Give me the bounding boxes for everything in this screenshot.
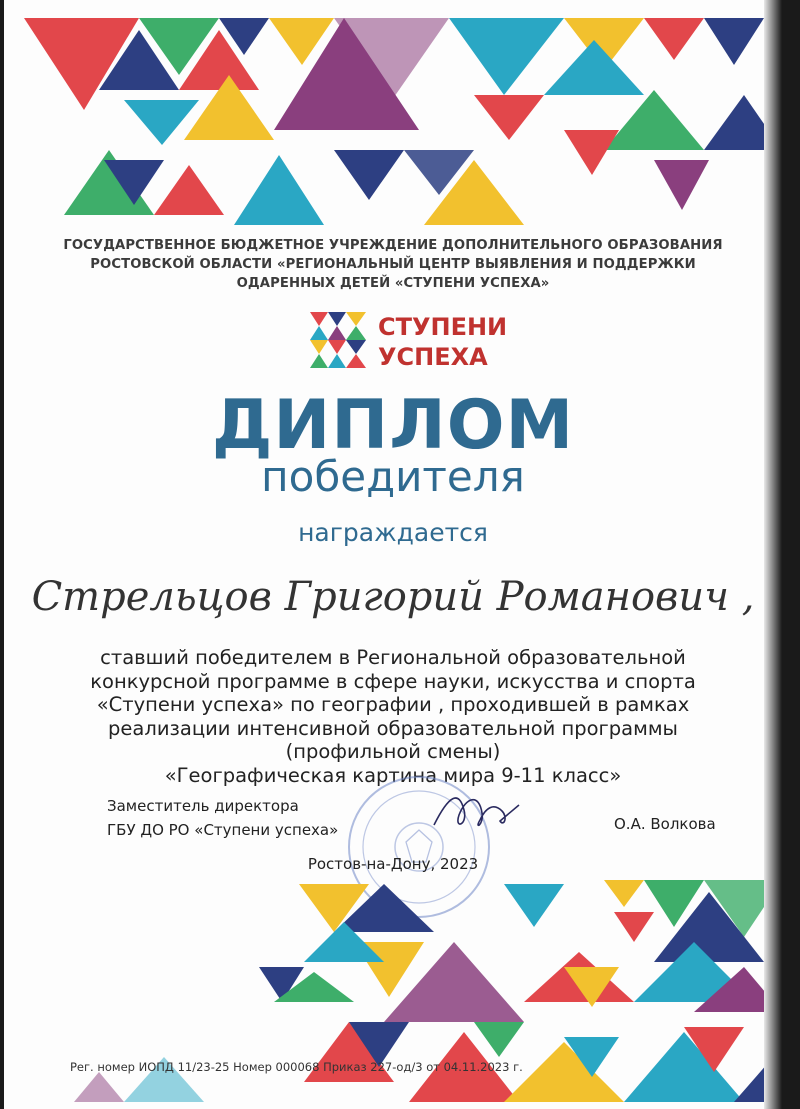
logo-line-1: СТУПЕНИ	[378, 313, 508, 341]
organization-line-2: РОСТОВСКОЙ ОБЛАСТИ «РЕГИОНАЛЬНЫЙ ЦЕНТР ВЫЯВЛЕНИЯ И ПОДДЕРЖКИ	[90, 257, 696, 272]
description-line: конкурсной программе в сфере науки, искусства и спорта	[90, 669, 696, 693]
diploma-title: ДИПЛОМ	[211, 386, 575, 465]
signatory-position	[107, 794, 338, 842]
position-line-2: ГБУ ДО РО «Ступени успеха»	[107, 821, 339, 839]
award-description	[4, 646, 782, 787]
organization-line-1: ГОСУДАРСТВЕННОЕ БЮДЖЕТНОЕ УЧРЕЖДЕНИЕ ДОПОЛНИТЕЛЬНОГО ОБРАЗОВАНИЯ	[63, 238, 723, 253]
description-line: ставший победителем в Региональной образовательной	[100, 646, 686, 669]
registration-number: Рег. номер ИОПД 11/23-25 Номер 000068 Приказ 227-од/3 от 04.11.2023 г.	[70, 1060, 523, 1074]
position-line-1: Заместитель директора	[107, 797, 299, 815]
city-year: Ростов-на-Дону, 2023	[307, 855, 479, 873]
top-triangle-pattern	[4, 0, 782, 232]
diploma-subtitle: победителя	[261, 452, 525, 501]
awarded-label: награждается	[298, 518, 488, 547]
logo-line-2: УСПЕХА	[378, 343, 488, 371]
description-line: реализации интенсивной образовательной программы	[108, 716, 678, 740]
signature-icon	[424, 785, 534, 845]
description-line: «Географическая картина мира 9-11 класс»	[164, 763, 622, 787]
signatory-name: О.А. Волкова	[614, 815, 716, 833]
scan-edge-shadow	[764, 0, 782, 1109]
diploma-sheet	[4, 0, 782, 1109]
recipient-name: Стрельцов Григорий Романович ,	[31, 574, 755, 620]
organization-header	[4, 236, 782, 293]
description-line: «Ступени успеха» по географии , проходившей в рамках	[96, 693, 690, 716]
logo-mark-icon	[310, 312, 366, 368]
description-line: (профильной смены)	[285, 740, 501, 763]
logo-wordmark	[378, 312, 507, 372]
organization-line-3: ОДАРЕННЫХ ДЕТЕЙ «СТУПЕНИ УСПЕХА»	[236, 276, 550, 291]
